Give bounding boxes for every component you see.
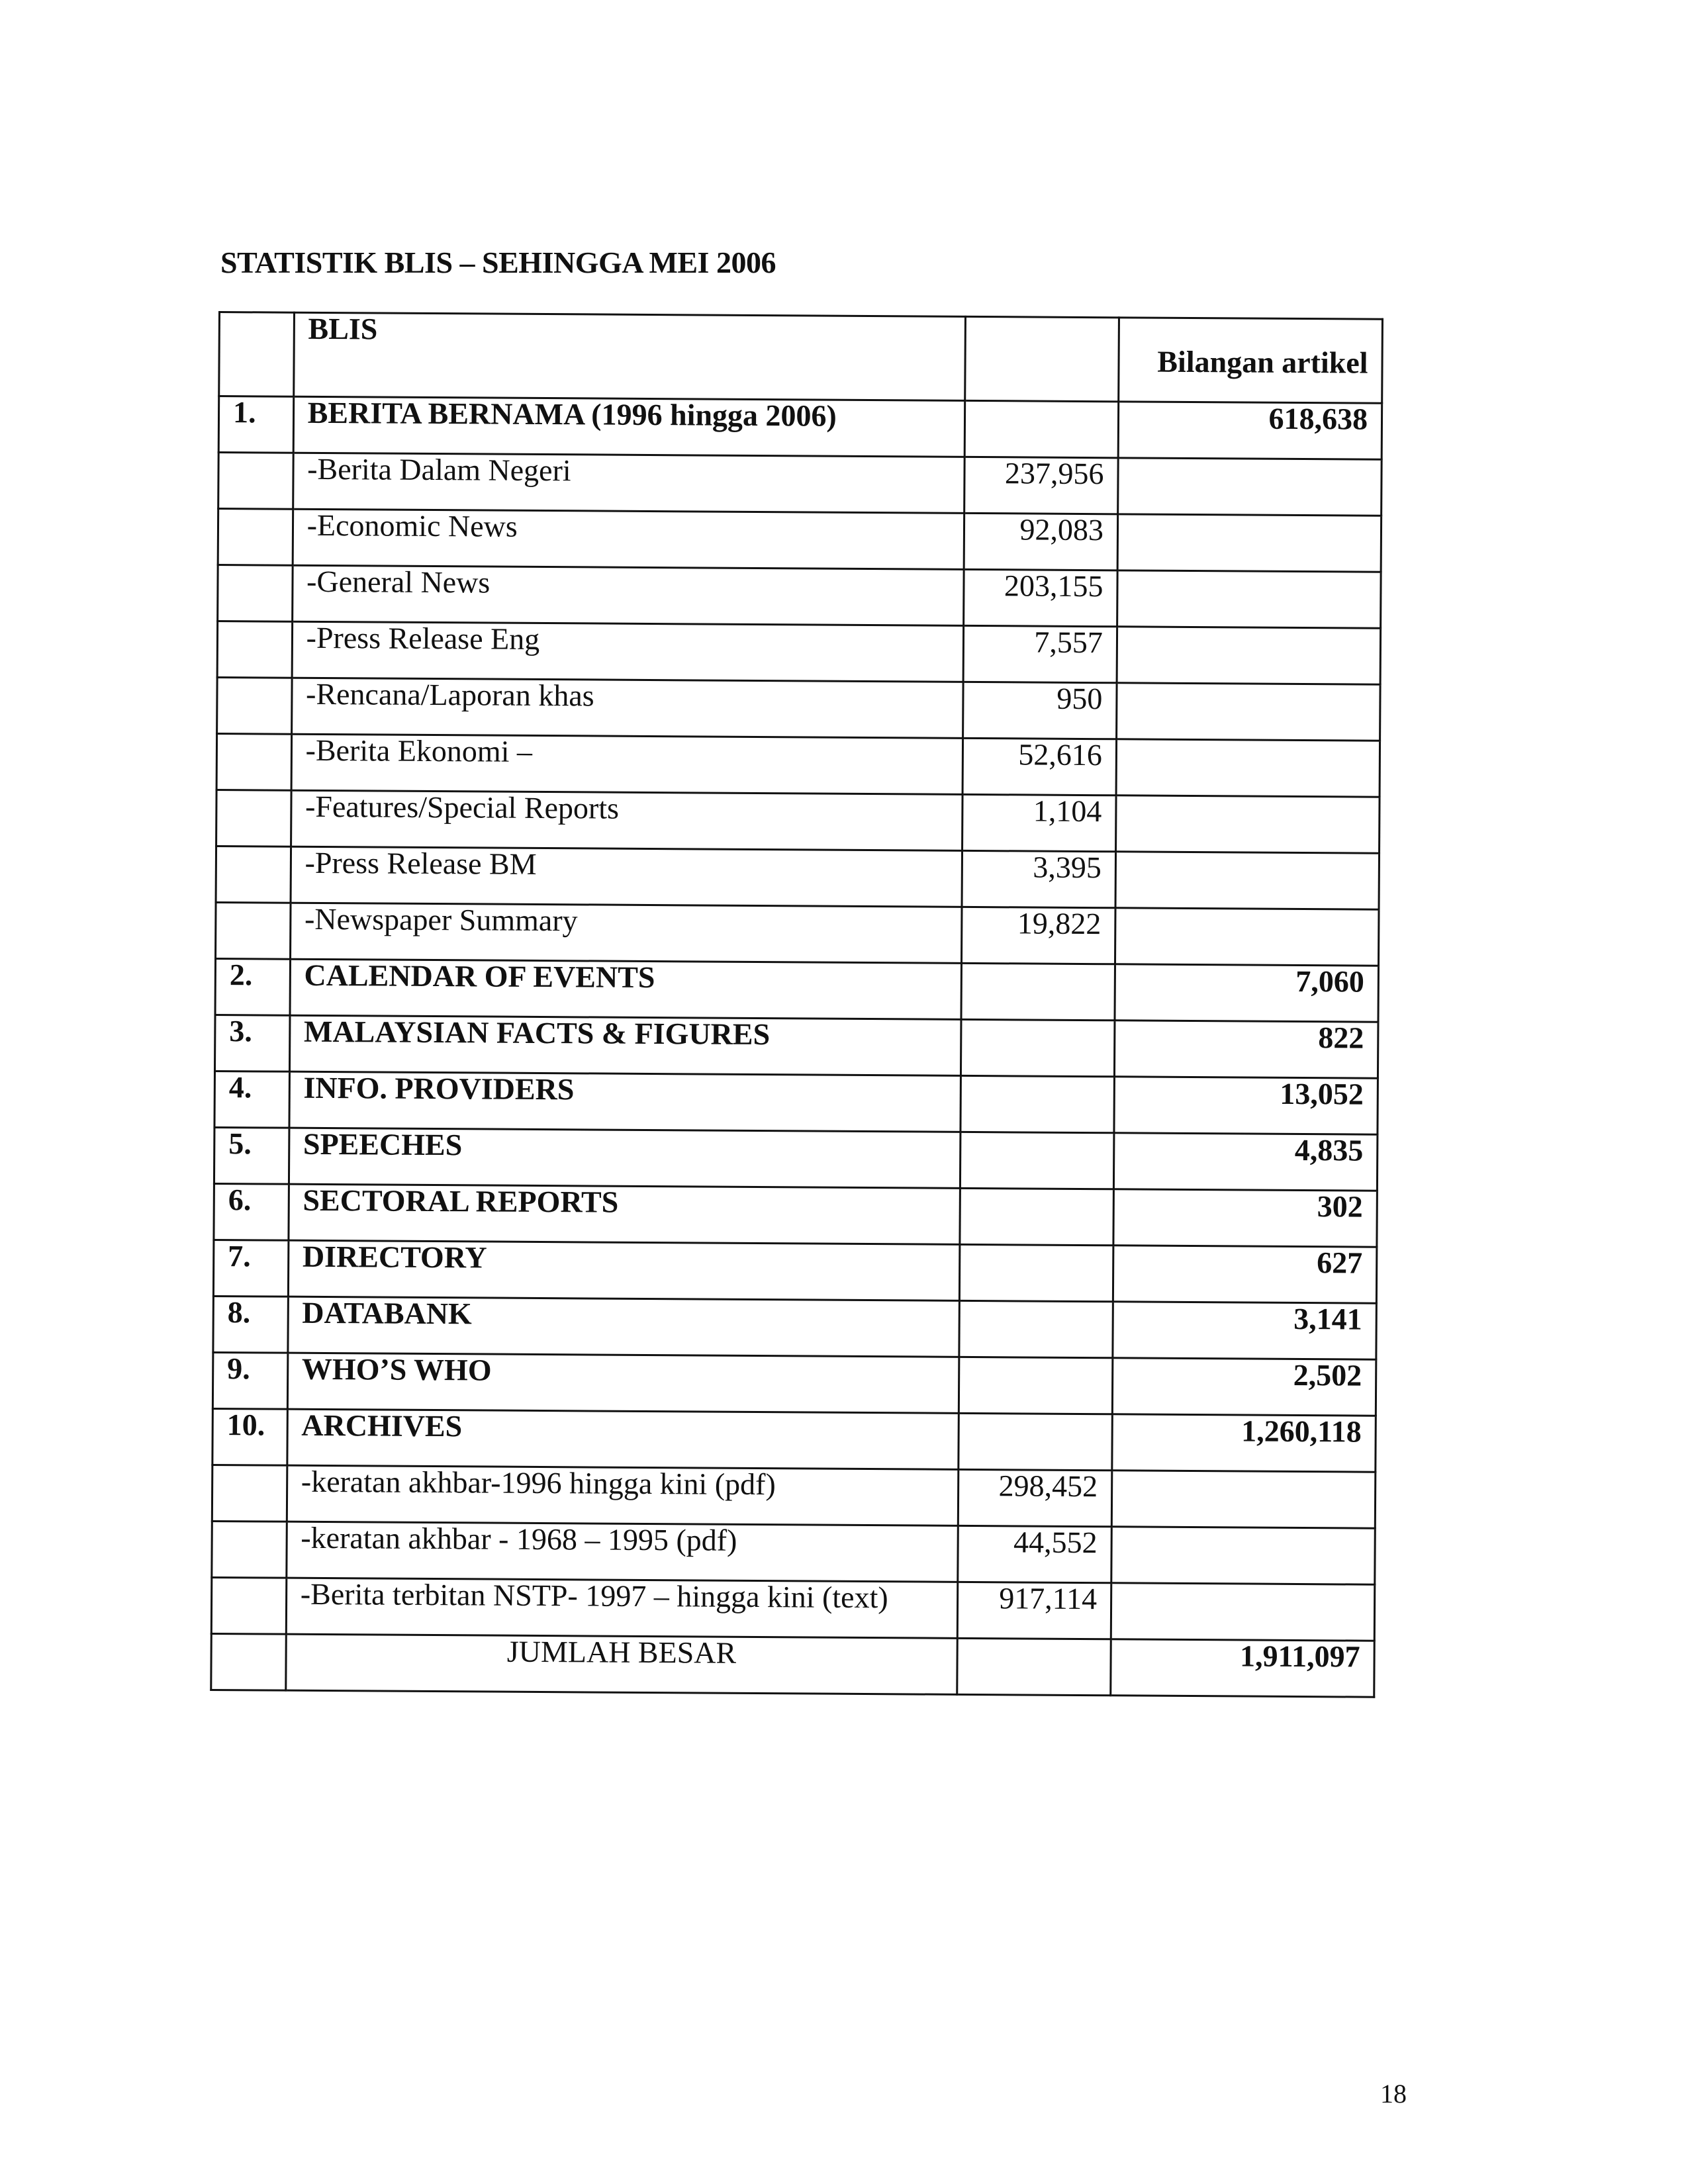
table-row-section bbox=[214, 1071, 1378, 1134]
row-label: SPEECHES bbox=[289, 1128, 961, 1188]
table-row-section bbox=[214, 1127, 1377, 1191]
grand-total-no bbox=[211, 1633, 286, 1690]
row-label: BERITA BERNAMA (1996 hingga 2006) bbox=[293, 396, 965, 457]
row-sub-count: 7,557 bbox=[963, 625, 1117, 682]
row-sub-count bbox=[961, 1019, 1115, 1076]
row-sub-count bbox=[961, 963, 1115, 1020]
table-row-item bbox=[217, 621, 1380, 685]
row-number bbox=[216, 733, 291, 790]
row-sub-count: 203,155 bbox=[964, 569, 1117, 626]
row-total: 7,060 bbox=[1115, 964, 1379, 1022]
row-label: -Berita Dalam Negeri bbox=[293, 453, 964, 513]
row-label: -Newspaper Summary bbox=[290, 903, 962, 963]
row-total bbox=[1118, 458, 1382, 516]
grand-total-label: JUMLAH BESAR bbox=[285, 1634, 957, 1694]
table-row-item bbox=[216, 846, 1379, 909]
row-total bbox=[1115, 852, 1380, 909]
row-label: -Economic News bbox=[293, 509, 964, 569]
row-sub-count: 92,083 bbox=[964, 513, 1117, 570]
row-label: ARCHIVES bbox=[287, 1409, 959, 1469]
table-row-section bbox=[212, 1352, 1376, 1416]
row-total bbox=[1115, 796, 1380, 853]
row-sub-count bbox=[961, 1075, 1114, 1132]
row-total bbox=[1116, 739, 1380, 797]
row-number: 10. bbox=[212, 1408, 287, 1465]
row-total bbox=[1117, 514, 1382, 572]
table-row-section bbox=[215, 958, 1378, 1022]
row-number bbox=[218, 565, 293, 622]
table-row-item bbox=[216, 790, 1380, 853]
row-label: -Berita Ekonomi – bbox=[291, 734, 963, 794]
row-number bbox=[216, 846, 291, 903]
row-total: 627 bbox=[1113, 1246, 1377, 1303]
row-sub-count: 44,552 bbox=[958, 1525, 1111, 1582]
row-sub-count: 237,956 bbox=[964, 457, 1118, 514]
row-number bbox=[217, 677, 292, 734]
row-number: 5. bbox=[214, 1127, 289, 1184]
row-number bbox=[212, 1465, 287, 1522]
row-sub-count: 298,452 bbox=[958, 1469, 1111, 1526]
table-row-item bbox=[218, 453, 1382, 516]
table-row-section bbox=[214, 1183, 1377, 1247]
statistics-table bbox=[210, 311, 1383, 1698]
row-number bbox=[216, 790, 291, 846]
grand-total-value: 1,911,097 bbox=[1111, 1639, 1375, 1697]
row-label: -Berita terbitan NSTP- 1997 – hingga kini (text) bbox=[286, 1578, 958, 1638]
row-label: -keratan akhbar - 1968 – 1995 (pdf) bbox=[286, 1522, 958, 1582]
row-number bbox=[217, 621, 292, 678]
row-total: 13,052 bbox=[1114, 1077, 1378, 1134]
row-total: 618,638 bbox=[1118, 402, 1382, 459]
table-header-row bbox=[219, 312, 1383, 404]
row-number: 7. bbox=[213, 1240, 288, 1297]
row-sub-count bbox=[959, 1300, 1113, 1357]
row-label: MALAYSIAN FACTS & FIGURES bbox=[289, 1015, 961, 1075]
row-label: INFO. PROVIDERS bbox=[289, 1071, 961, 1132]
grand-total-sub bbox=[957, 1638, 1111, 1695]
row-number: 1. bbox=[218, 396, 293, 453]
row-total bbox=[1117, 627, 1381, 684]
row-number: 4. bbox=[214, 1071, 289, 1128]
document-title: STATISTIK BLIS – SEHINGGA MEI 2006 bbox=[220, 246, 776, 279]
row-sub-count bbox=[964, 400, 1118, 457]
row-total: 2,502 bbox=[1112, 1358, 1376, 1416]
row-label: CALENDAR OF EVENTS bbox=[290, 959, 962, 1019]
row-label: -Rencana/Laporan khas bbox=[291, 678, 963, 738]
table-row-section bbox=[214, 1015, 1378, 1078]
row-label: -General News bbox=[292, 565, 964, 625]
row-label: WHO’S WHO bbox=[287, 1353, 959, 1413]
grand-total-row bbox=[211, 1633, 1374, 1697]
row-sub-count bbox=[959, 1413, 1112, 1470]
row-label: DIRECTORY bbox=[288, 1240, 960, 1300]
row-number bbox=[211, 1577, 286, 1634]
header-sub bbox=[965, 316, 1119, 401]
row-sub-count bbox=[960, 1188, 1113, 1245]
row-number: 8. bbox=[213, 1296, 288, 1353]
row-sub-count bbox=[959, 1244, 1113, 1301]
row-sub-count: 3,395 bbox=[962, 850, 1115, 907]
row-sub-count: 52,616 bbox=[962, 738, 1116, 795]
table-row-item bbox=[217, 677, 1380, 741]
header-blis: BLIS bbox=[293, 312, 965, 400]
table-row-item bbox=[212, 1465, 1375, 1528]
row-sub-count: 917,114 bbox=[957, 1582, 1111, 1639]
row-number: 3. bbox=[214, 1015, 289, 1071]
row-total: 302 bbox=[1113, 1189, 1378, 1247]
row-total: 4,835 bbox=[1113, 1133, 1378, 1191]
page-number: 18 bbox=[1380, 2079, 1407, 2109]
table-row-section bbox=[212, 1408, 1376, 1472]
table-row-section bbox=[213, 1296, 1376, 1359]
row-total bbox=[1111, 1583, 1375, 1641]
row-number: 2. bbox=[215, 958, 290, 1015]
row-total bbox=[1115, 908, 1379, 966]
row-number bbox=[216, 902, 291, 959]
table-row-item bbox=[212, 1521, 1375, 1584]
table-row-section bbox=[213, 1240, 1376, 1303]
row-label: SECTORAL REPORTS bbox=[289, 1184, 961, 1244]
row-sub-count bbox=[961, 1132, 1114, 1189]
table-row-section bbox=[218, 396, 1382, 460]
header-no bbox=[219, 312, 294, 397]
row-label: -Features/Special Reports bbox=[291, 790, 962, 850]
row-sub-count: 19,822 bbox=[962, 907, 1115, 964]
row-label: -keratan akhbar-1996 hingga kini (pdf) bbox=[287, 1465, 959, 1525]
row-total: 3,141 bbox=[1113, 1302, 1377, 1359]
row-sub-count bbox=[959, 1357, 1112, 1414]
row-total bbox=[1117, 570, 1382, 628]
row-label: -Press Release BM bbox=[291, 846, 962, 907]
table-row-item bbox=[218, 565, 1381, 629]
table-row-item bbox=[216, 902, 1379, 966]
row-number: 9. bbox=[212, 1352, 287, 1409]
row-total: 1,260,118 bbox=[1112, 1414, 1376, 1472]
row-total bbox=[1111, 1527, 1376, 1584]
row-label: DATABANK bbox=[288, 1297, 960, 1357]
table-row-item bbox=[211, 1577, 1374, 1641]
row-number bbox=[218, 509, 293, 566]
table-row-item bbox=[216, 733, 1380, 797]
row-label: -Press Release Eng bbox=[292, 621, 964, 682]
row-number: 6. bbox=[214, 1183, 289, 1240]
row-number bbox=[218, 453, 293, 510]
row-number bbox=[212, 1521, 287, 1578]
row-total: 822 bbox=[1114, 1021, 1378, 1078]
row-sub-count: 950 bbox=[963, 682, 1117, 739]
row-total bbox=[1111, 1471, 1376, 1528]
row-sub-count: 1,104 bbox=[962, 794, 1116, 851]
row-total bbox=[1117, 683, 1381, 741]
header-bilangan-artikel: Bilangan artikel bbox=[1119, 318, 1383, 403]
table-row-item bbox=[218, 509, 1381, 572]
